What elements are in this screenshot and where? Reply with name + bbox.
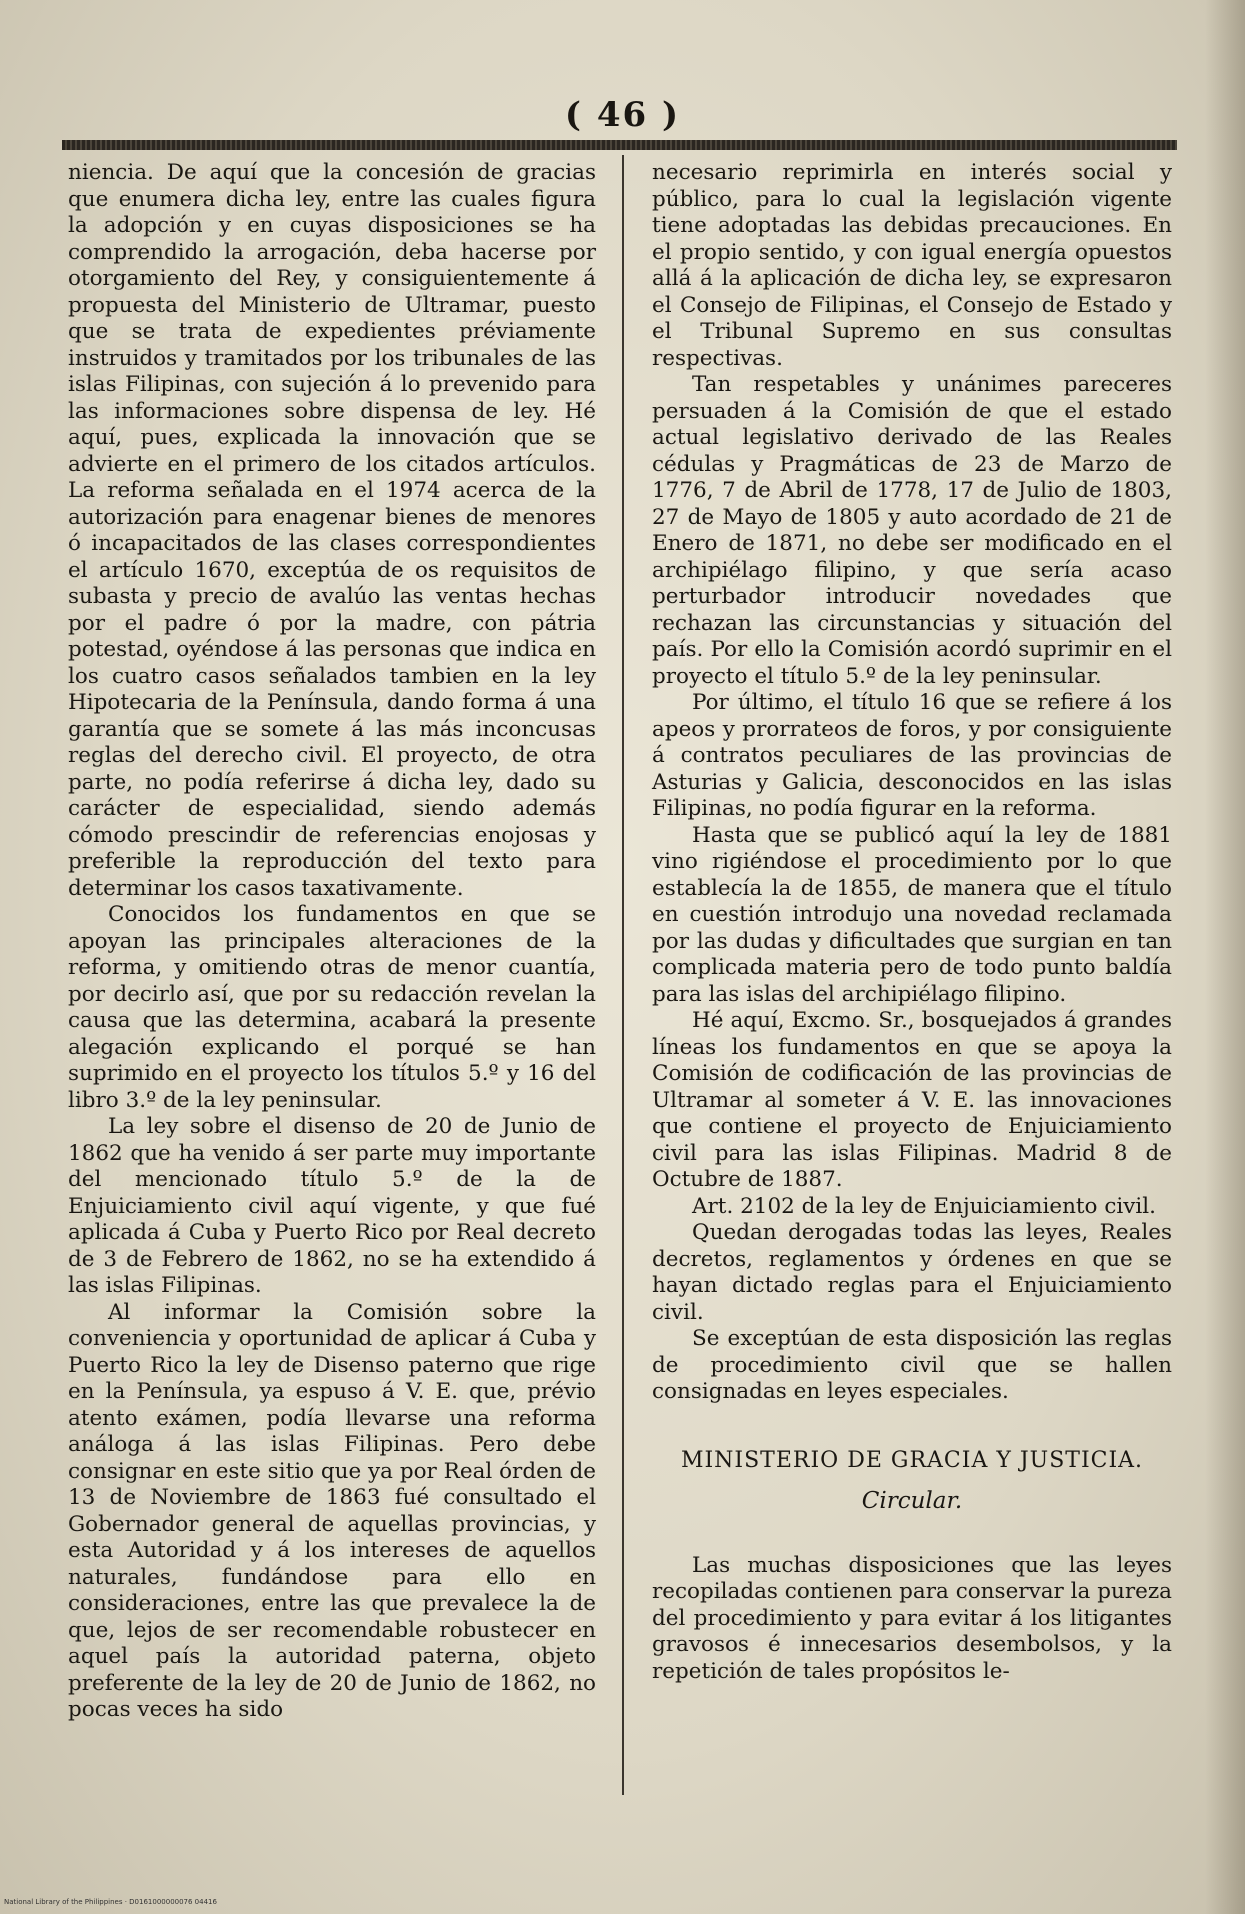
paragraph: Hasta que se publicó aquí la ley de 1881 vino rigiéndose el procedimiento por lo que establecía la de 1855, de manera que el título en cuestión introdujo una novedad reclamada por las dudas y dificultades que surgian en tan complicada materia pero de todo punto baldía para las islas del archipiélago filipino. — [652, 822, 1172, 1007]
section-subheading: Circular. — [861, 1488, 963, 1514]
paragraph: niencia. De aquí que la concesión de gracias que enumera dicha ley, entre las cuales figura la adopción y en cuyas disposiciones se ha comprendido la arrogación, deba hacerse por otorgamiento del Rey, y consiguientemente á propuesta del Ministerio de Ultramar, puesto que se trata de expedientes préviamente instruidos y tramitados por los tribunales de las islas Filipinas, con sujeción á lo prevenido para las informaciones sobre dispensa de ley. Hé aquí, pues, explicada la innovación que se advierte en el primero de los citados artículos. La reforma señalada en el 1974 acerca de la autorización para enagenar bienes de menores ó incapacitados de las clases correspondientes el artículo 1670, exceptúa de os requisitos de subasta y precio de avalúo las ventas hechas por el padre ó por la madre, con pátria potestad, oyéndose á las personas que indica en los cuatro casos señalados tambien en la ley Hipotecaria de la Península, dando forma á una garantía que se somete á las más inconcusas reglas del derecho civil. El proyecto, de otra parte, no podía referirse á dicha ley, dado su carácter de especialidad, siendo además cómodo prescindir de referencias enojosas y preferible la reproducción del texto para determinar los casos taxativamente. — [68, 160, 596, 901]
paragraph: Las muchas disposiciones que las leyes recopiladas contienen para conservar la pureza del procedimiento y para evitar á los litigantes gravosos é innecesarios desembolsos, y la repetición de tales propósitos le- — [652, 1552, 1172, 1684]
paragraph: Por último, el título 16 que se refiere á los apeos y prorrateos de foros, y por consiguiente á contratos peculiares de las provincias de Asturias y Galicia, desconocidos en las islas Filipinas, no podía figurar en la reforma. — [652, 690, 1172, 821]
column-divider — [622, 155, 624, 1795]
section-heading: MINISTERIO DE GRACIA Y JUSTICIA. — [680, 1447, 1144, 1473]
left-column — [68, 160, 596, 1724]
paragraph: Quedan derogadas todas las leyes, Reales decretos, reglamentos y órdenes en que se hayan dictado reglas para el Enjuiciamiento civil. — [652, 1220, 1172, 1325]
paragraph: Se exceptúan de esta disposición las reglas de procedimiento civil que se hallen consignadas en leyes especiales. — [652, 1326, 1172, 1404]
paragraph: Al informar la Comisión sobre la conveniencia y oportunidad de aplicar á Cuba y Puerto Rico la ley de Disenso paterno que rige en la Península, ya espuso á V. E. que, prévio atento exámen, podía llevarse una reforma análoga á las islas Filipinas. Pero debe consignar en este sitio que ya por Real órden de 13 de Noviembre de 1863 fué consultado el Gobernador general de aquellas provincias, y esta Autoridad y á los intereses de aquellos naturales, fundándose para ello en consideraciones, entre las que prevalece la de que, lejos de ser recomendable robustecer en aquel país la autoridad paterna, objeto preferente de la ley de 20 de Junio de 1862, no pocas veces ha sido — [68, 1299, 596, 1722]
paragraph: Tan respetables y unánimes pareceres persuaden á la Comisión de que el estado actual legislativo derivado de las Reales cédulas y Pragmáticas de 23 de Marzo de 1776, 7 de Abril de 1778, 17 de Julio de 1803, 27 de Mayo de 1805 y auto acordado de 21 de Enero de 1871, no debe ser modificado en el archipiélago filipino, y que sería acaso perturbador introducir novedades que rechazan las circunstancias y situación del país. Por ello la Comisión acordó suprimir en el proyecto el título 5.º de la ley peninsular. — [652, 372, 1172, 689]
header-rule — [62, 140, 1177, 150]
right-column — [652, 160, 1172, 1685]
page-number: ( 46 ) — [564, 95, 681, 135]
paragraph: necesario reprimirla en interés social y público, para lo cual la legislación vigente tiene adoptadas las debidas precauciones. En el propio sentido, y con igual energía opuestos allá á la aplicación de dicha ley, se expresaron el Consejo de Filipinas, el Consejo de Estado y el Tribunal Supremo en sus consultas respectivas. — [652, 160, 1172, 371]
page-edge-shadow — [1205, 0, 1245, 1914]
footer-credit: National Library of the Philippines · D0161000000076 04416 — [4, 1898, 217, 1906]
paragraph: Hé aquí, Excmo. Sr., bosquejados á grandes líneas los fundamentos en que se apoya la Comisión de codificación de las provincias de Ultramar al someter á V. E. las innovaciones que contiene el proyecto de Enjuiciamiento civil para las islas Filipinas. Madrid 8 de Octubre de 1887. — [652, 1008, 1172, 1192]
article-reference: Art. 2102 de la ley de Enjuiciamiento civil. — [692, 1193, 1156, 1219]
paragraph: Conocidos los fundamentos en que se apoyan las principales alteraciones de la reforma, y omitiendo otras de menor cuantía, por decirlo así, que por su redacción revelan la causa que las determina, acabará la presente alegación explicando el porqué se han suprimido en el proyecto los títulos 5.º y 16 del libro 3.º de la ley peninsular. — [68, 902, 596, 1113]
paragraph: La ley sobre el disenso de 20 de Junio de 1862 que ha venido á ser parte muy importante del mencionado título 5.º de la de Enjuiciamiento civil aquí vigente, y que fué aplicada á Cuba y Puerto Rico por Real decreto de 3 de Febrero de 1862, no se ha extendido á las islas Filipinas. — [68, 1114, 596, 1298]
